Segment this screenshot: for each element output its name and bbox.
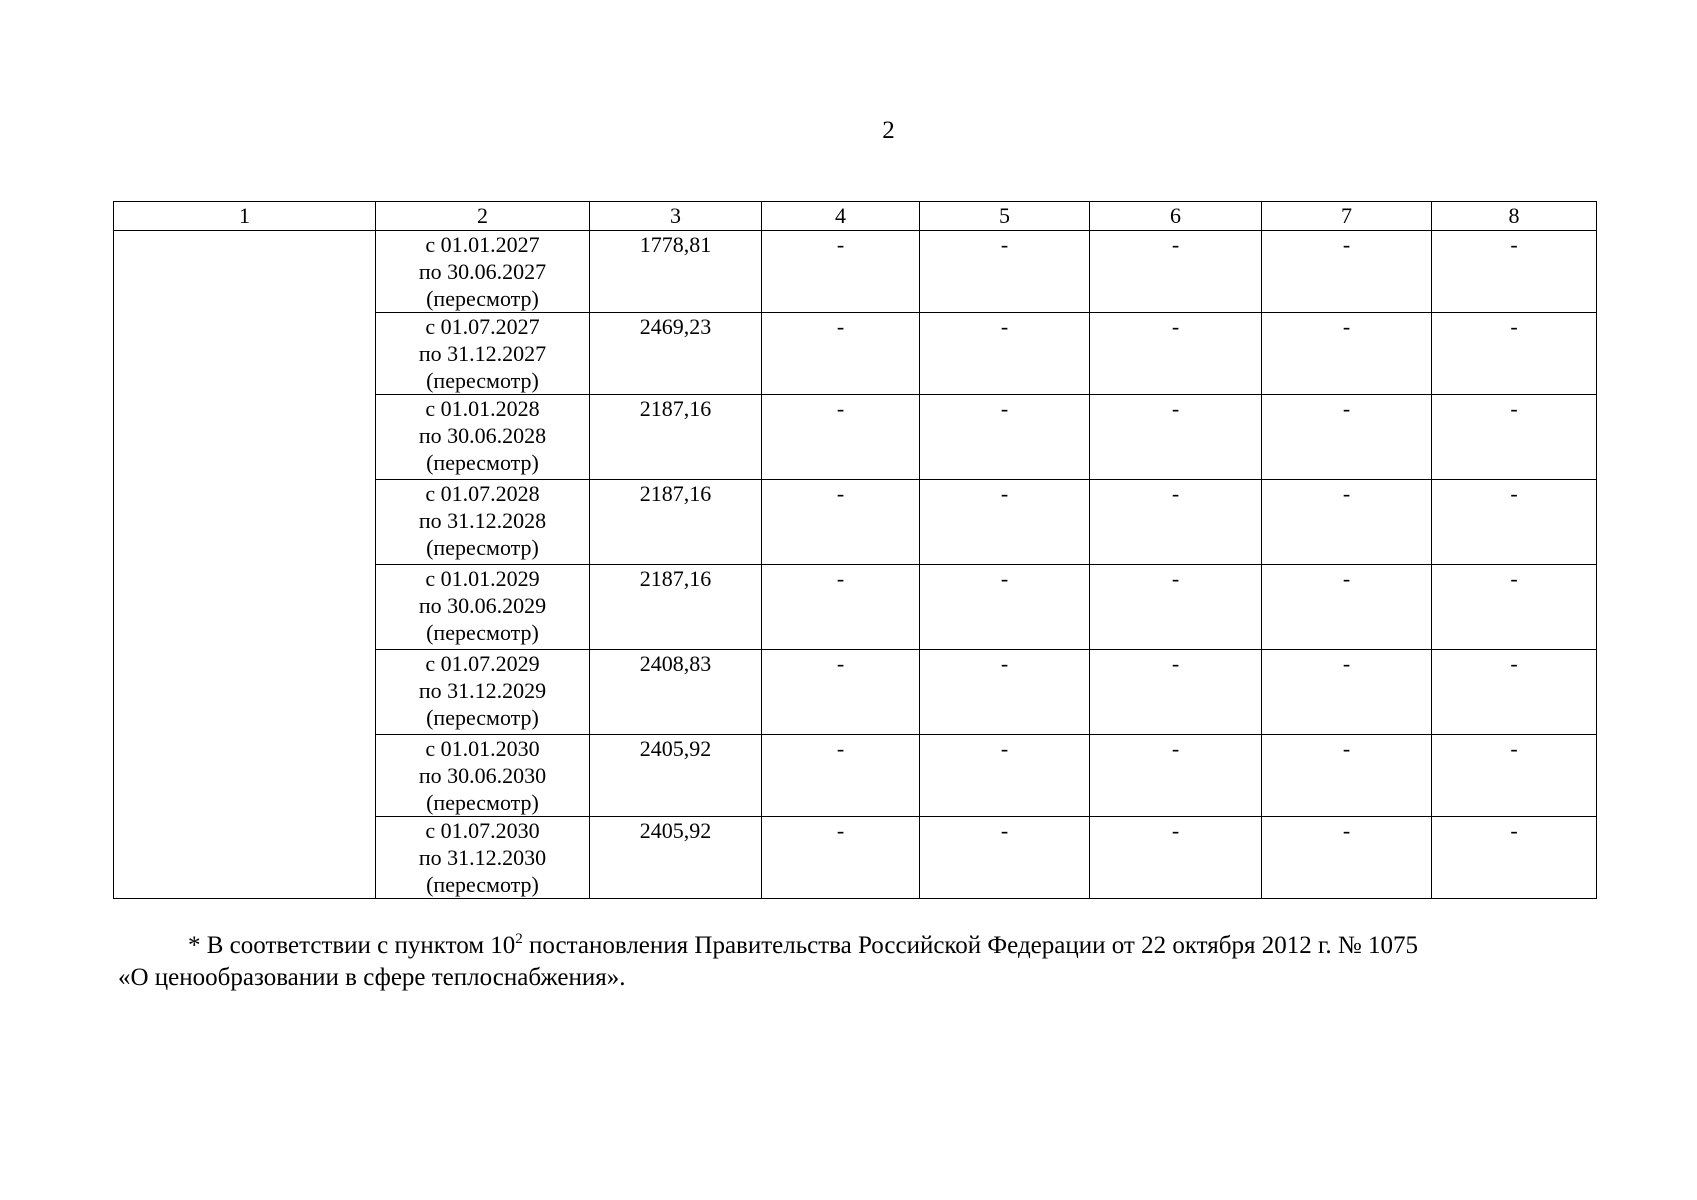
- column-6-value: -: [1090, 565, 1262, 650]
- period-note: (пересмотр): [426, 535, 539, 560]
- column-header-1: 1: [114, 202, 376, 231]
- column-8-value: -: [1432, 313, 1597, 395]
- column-4-value: -: [762, 395, 920, 480]
- column-5-value: -: [920, 313, 1090, 395]
- column-5-value: -: [920, 817, 1090, 899]
- period-end: по 30.06.2028: [418, 423, 547, 448]
- period-end: по 30.06.2027: [418, 259, 547, 284]
- column-4-value: -: [762, 231, 920, 313]
- period-start: с 01.01.2029: [425, 566, 540, 591]
- period-end: по 30.06.2030: [418, 763, 547, 788]
- period-cell: [376, 313, 590, 395]
- column-6-value: -: [1090, 395, 1262, 480]
- column-7-value: -: [1262, 735, 1432, 817]
- table-header-row: [114, 202, 1597, 231]
- tariff-value: 2187,16: [590, 480, 762, 565]
- period-start: с 01.07.2027: [425, 314, 540, 339]
- column-7-value: -: [1262, 480, 1432, 565]
- column-8-value: -: [1432, 735, 1597, 817]
- period-end: по 31.12.2030: [418, 845, 547, 870]
- column-5-value: -: [920, 650, 1090, 735]
- column-7-value: -: [1262, 313, 1432, 395]
- period-end: по 31.12.2029: [418, 678, 547, 703]
- column-8-value: -: [1432, 480, 1597, 565]
- period-cell: [376, 817, 590, 899]
- column-7-value: -: [1262, 650, 1432, 735]
- period-note: (пересмотр): [426, 790, 539, 815]
- period-end: по 31.12.2027: [418, 341, 547, 366]
- period-cell: [376, 395, 590, 480]
- column-6-value: -: [1090, 480, 1262, 565]
- organization-cell: [114, 231, 376, 899]
- column-8-value: -: [1432, 395, 1597, 480]
- period-start: с 01.07.2029: [425, 651, 540, 676]
- column-8-value: -: [1432, 650, 1597, 735]
- tariff-value: 2405,92: [590, 817, 762, 899]
- tariff-value: 2405,92: [590, 735, 762, 817]
- column-header-3: 3: [590, 202, 762, 231]
- column-5-value: -: [920, 480, 1090, 565]
- period-cell: [376, 480, 590, 565]
- footnote-text-start: * В соответствии с пунктом 10: [188, 932, 516, 959]
- column-8-value: -: [1432, 231, 1597, 313]
- period-start: с 01.01.2028: [425, 396, 540, 421]
- period-cell: [376, 735, 590, 817]
- column-6-value: -: [1090, 231, 1262, 313]
- column-4-value: -: [762, 313, 920, 395]
- column-header-7: 7: [1262, 202, 1432, 231]
- tariff-value: 2469,23: [590, 313, 762, 395]
- period-note: (пересмотр): [426, 368, 539, 393]
- footnote: [118, 930, 1598, 994]
- column-4-value: -: [762, 817, 920, 899]
- column-5-value: -: [920, 231, 1090, 313]
- footnote-superscript: 2: [515, 931, 523, 947]
- table-row: [114, 231, 1597, 313]
- column-7-value: -: [1262, 395, 1432, 480]
- column-header-6: 6: [1090, 202, 1262, 231]
- period-start: с 01.07.2028: [425, 481, 540, 506]
- column-4-value: -: [762, 480, 920, 565]
- column-header-2: 2: [376, 202, 590, 231]
- column-7-value: -: [1262, 817, 1432, 899]
- period-end: по 31.12.2028: [418, 508, 547, 533]
- column-7-value: -: [1262, 231, 1432, 313]
- period-cell: [376, 650, 590, 735]
- column-header-8: 8: [1432, 202, 1597, 231]
- period-note: (пересмотр): [426, 872, 539, 897]
- tariff-value: 2187,16: [590, 565, 762, 650]
- column-5-value: -: [920, 565, 1090, 650]
- column-6-value: -: [1090, 735, 1262, 817]
- period-note: (пересмотр): [426, 286, 539, 311]
- tariff-value: 1778,81: [590, 231, 762, 313]
- column-6-value: -: [1090, 650, 1262, 735]
- column-4-value: -: [762, 735, 920, 817]
- column-5-value: -: [920, 735, 1090, 817]
- period-start: с 01.01.2027: [425, 232, 540, 257]
- period-note: (пересмотр): [426, 450, 539, 475]
- tariff-table: [113, 201, 1597, 899]
- period-cell: [376, 565, 590, 650]
- period-note: (пересмотр): [426, 705, 539, 730]
- footnote-line-2: «О ценообразовании в сфере теплоснабжения».: [118, 964, 626, 991]
- column-header-4: 4: [762, 202, 920, 231]
- column-4-value: -: [762, 565, 920, 650]
- column-8-value: -: [1432, 565, 1597, 650]
- page-number: 2: [882, 117, 895, 144]
- column-4-value: -: [762, 650, 920, 735]
- column-7-value: -: [1262, 565, 1432, 650]
- period-start: с 01.01.2030: [425, 736, 540, 761]
- column-6-value: -: [1090, 313, 1262, 395]
- tariff-value: 2187,16: [590, 395, 762, 480]
- period-end: по 30.06.2029: [418, 593, 547, 618]
- period-note: (пересмотр): [426, 620, 539, 645]
- column-8-value: -: [1432, 817, 1597, 899]
- footnote-text-end: постановления Правительства Российской Федерации от 22 октября 2012 г. № 1075: [522, 932, 1419, 959]
- period-cell: [376, 231, 590, 313]
- column-5-value: -: [920, 395, 1090, 480]
- period-start: с 01.07.2030: [425, 818, 540, 843]
- footnote-line-1: [118, 930, 1598, 962]
- column-6-value: -: [1090, 817, 1262, 899]
- tariff-value: 2408,83: [590, 650, 762, 735]
- column-header-5: 5: [920, 202, 1090, 231]
